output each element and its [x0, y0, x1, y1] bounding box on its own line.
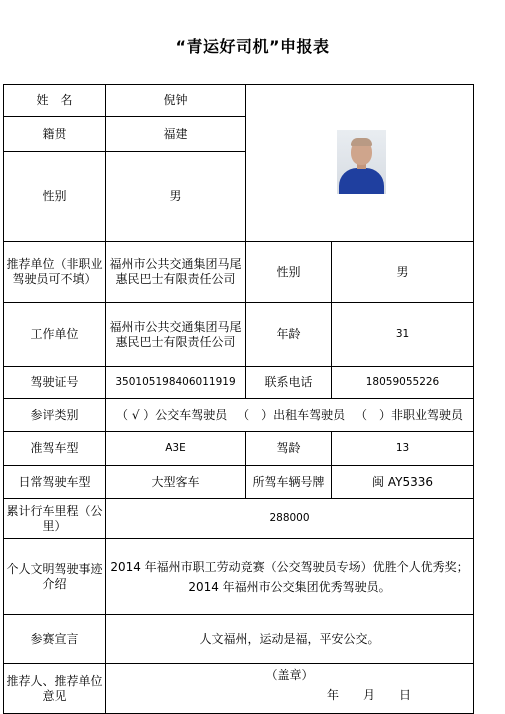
seal-text: （盖章） [265, 668, 314, 682]
license-label: 驾驶证号 [4, 367, 106, 399]
age-label: 年龄 [246, 303, 332, 367]
applicant-photo [337, 130, 386, 194]
age-value: 31 [332, 303, 474, 367]
origin-label: 籍贯 [4, 117, 106, 152]
gender2-label: 性别 [246, 242, 332, 303]
row-vehicle-type [4, 432, 474, 466]
row-recommender [4, 664, 474, 714]
category-options [106, 399, 474, 432]
license-value: 350105198406011919 [106, 367, 246, 399]
work-unit-value: 福州市公共交通集团马尾惠民巴士有限责任公司 [106, 303, 246, 367]
phone-label: 联系电话 [246, 367, 332, 399]
gender-value: 男 [106, 152, 246, 242]
row-declaration [4, 615, 474, 664]
vehicle-type-label: 准驾车型 [4, 432, 106, 466]
recommender-label: 推荐人、推荐单位意见 [4, 664, 106, 714]
driving-years-value: 13 [332, 432, 474, 466]
row-category [4, 399, 474, 432]
deeds-content [106, 539, 474, 615]
deeds-line-2: 2014 年福州市公交集团优秀驾驶员。 [188, 579, 391, 594]
category-label: 参评类别 [4, 399, 106, 432]
phone-value: 18059055226 [332, 367, 474, 399]
row-mileage [4, 499, 474, 539]
date-text: 年 月 日 [326, 688, 411, 702]
category-option-taxi: （ ）出租车驾驶员 [237, 407, 346, 422]
deeds-line-1: 2014 年福州市职工劳动竞赛（公交驾驶员专场）优胜个人优秀奖； [110, 559, 469, 574]
form-title: “青运好司机”申报表 [175, 37, 330, 56]
plate-label: 所驾车辆号牌 [246, 466, 332, 499]
name-label: 姓 名 [4, 85, 106, 117]
row-work-unit [4, 303, 474, 367]
vehicle-type-value: A3E [106, 432, 246, 466]
declaration-label: 参赛宣言 [4, 615, 106, 664]
row-license [4, 367, 474, 399]
mileage-value: 288000 [106, 499, 474, 539]
origin-value: 福建 [106, 117, 246, 152]
row-daily-vehicle [4, 466, 474, 499]
row-name [4, 85, 474, 117]
category-option-bus: （ √ ）公交车驾驶员 [116, 407, 228, 422]
declaration-value: 人文福州，运动是福，平安公交。 [106, 615, 474, 664]
photo-cell [246, 85, 474, 242]
recommender-content [106, 664, 474, 714]
daily-vehicle-label: 日常驾驶车型 [4, 466, 106, 499]
recommend-unit-value: 福州市公共交通集团马尾惠民巴士有限责任公司 [106, 242, 246, 303]
deeds-label: 个人文明驾驶事迹介绍 [4, 539, 106, 615]
mileage-label: 累计行车里程（公里） [4, 499, 106, 539]
gender-label: 性别 [4, 152, 106, 242]
name-value: 倪钟 [106, 85, 246, 117]
driving-years-label: 驾龄 [246, 432, 332, 466]
row-recommend-unit [4, 242, 474, 303]
work-unit-label: 工作单位 [4, 303, 106, 367]
plate-value: 闽 AY5336 [332, 466, 474, 499]
application-form-table [3, 84, 474, 714]
category-option-nonprofessional: （ ）非职业驾驶员 [354, 407, 463, 422]
daily-vehicle-value: 大型客车 [106, 466, 246, 499]
gender2-value: 男 [332, 242, 474, 303]
recommend-unit-label: 推荐单位（非职业驾驶员可不填） [4, 242, 106, 303]
row-deeds [4, 539, 474, 615]
